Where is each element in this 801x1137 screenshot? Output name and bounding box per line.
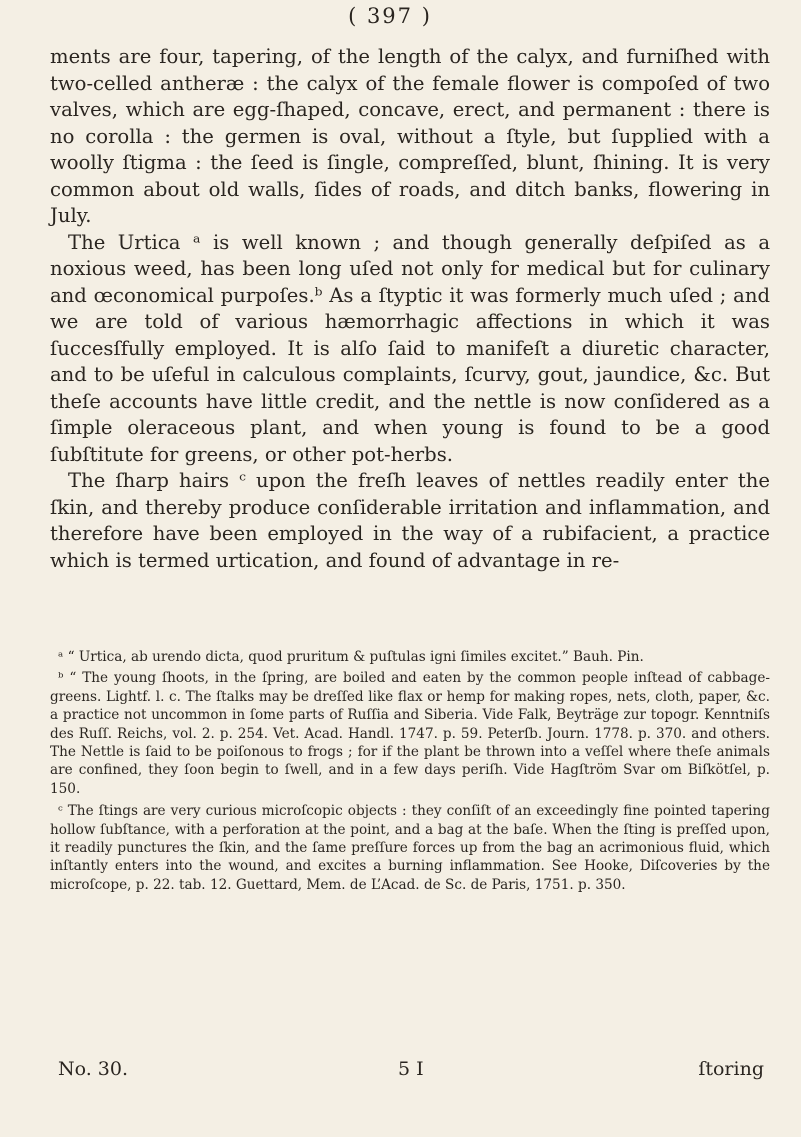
footnote-a: ᵃ “ Urtica, ab urendo dicta, quod pruritum & puſtulas igni ſimiles excitet.” Bauh. Pin. bbox=[58, 649, 644, 665]
paragraph-2: The Urtica ᵃ is well known ; and though generally deſpiſed as a noxious weed, has been long uſed not only for medical but for culinary and œconomical purpoſes.ᵇ As a ſtyptic it was formerly much uſed ; and we are told of various hæmorrhagic affections in which it was ſuccesſfully employed. It is alſo ſaid to manifeſt a diuretic character, and to be uſeful in calculous complaints, ſcurvy, gout, jaundice, &c. But theſe accounts have little credit, and the nettle is now conſidered as a ſimple oleraceous plant, and when young is found to be a good ſubſtitute for greens, or other pot-herbs. bbox=[50, 230, 770, 466]
page-footer bbox=[50, 1058, 770, 1088]
paragraph-1: ments are four, tapering, of the length of the calyx, and furniſhed with two-celled antheræ : the calyx of the female flower is compoſed of two valves, which are egg-ſhaped, concave, erect, and permanent : there is no corolla : the germen is oval, without a ſtyle, but ſupplied with a woolly ſtigma : the ſeed is ſingle, compreſſed, blunt, ſhining. It is very common about old walls, ſides of roads, and ditch banks, flowering in July. bbox=[50, 45, 770, 227]
footnote-c: ᶜ The ſtings are very curious microſcopic objects : they conſiſt of an exceedingly fine pointed tapering hollow ſubſtance, with a perforation at the point, and a bag at the baſe. When the ſting is preſſed upon, it readily punctures the ſkin, and the ſame preſſure forces up from the bag an acrimonious fluid, which inſtantly enters into the wound, and excites a burning inflammation. See Hooke, Diſcoveries by the microſcope, p. 22. tab. 12. Guettard, Mem. de L’Acad. de Sc. de Paris, 1751. p. 350. bbox=[50, 803, 770, 893]
paragraph-3: The ſharp hairs ᶜ upon the freſh leaves of nettles readily enter the ſkin, and thereby produce conſiderable irritation and inflammation, and therefore have been employed in the way of a rubifacient, a practice which is termed urtication, and found of advantage in re- bbox=[50, 469, 770, 572]
main-text bbox=[50, 44, 770, 574]
footnote-b: ᵇ “ The young ſhoots, in the ſpring, are boiled and eaten by the common people inſtead of cabbage-greens. Lightf. l. c. The ſtalks may be dreſſed like flax or hemp for making ropes, nets, cloth, paper, &c. a practice not uncommon in ſome parts of Ruſſia and Siberia. Vide Falk, Beyträge zur topogr. Kenntniſs des Ruſſ. Reichs, vol. 2. p. 254. Vet. Acad. Handl. 1747. p. 59. Peterſb. Journ. 1778. p. 370. and others. The Nettle is ſaid to be poiſonous to frogs ; for if the plant be thrown into a veſſel where theſe animals are confined, they ſoon begin to ſwell, and in a few days periſh. Vide Hagſtröm Svar om Biſkötſel, p. 150. bbox=[50, 670, 770, 797]
footnotes bbox=[50, 648, 770, 897]
catchword: ſtoring bbox=[698, 1058, 764, 1080]
page-number: ( 397 ) bbox=[348, 4, 432, 28]
signature-line: No. 30. bbox=[58, 1058, 129, 1080]
sheet-mark: 5 I bbox=[398, 1058, 424, 1080]
